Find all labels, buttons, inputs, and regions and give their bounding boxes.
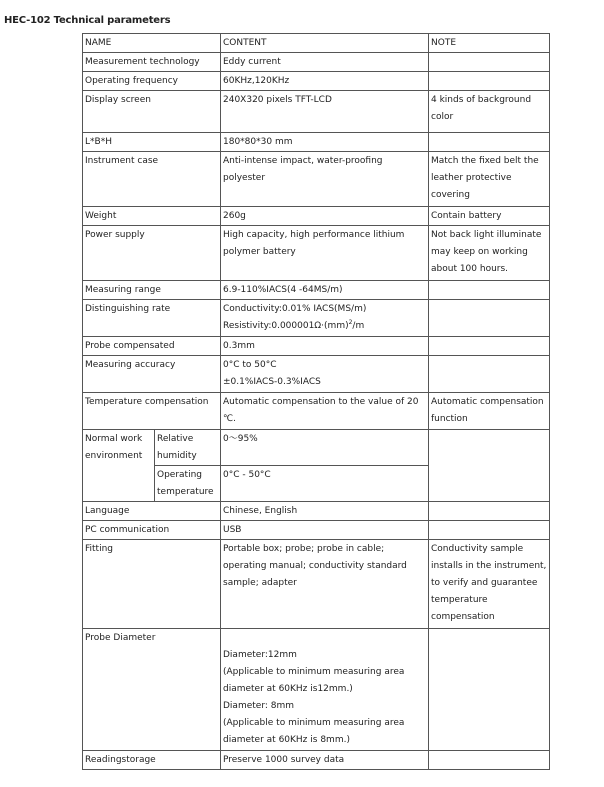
row-content: 6.9-110%IACS(4 -64MS/m)	[221, 281, 429, 300]
row-note	[429, 502, 550, 521]
table-row	[83, 53, 550, 72]
table-row	[83, 300, 550, 337]
row-name: Power supply	[83, 226, 221, 281]
table-row	[83, 72, 550, 91]
table-row	[83, 629, 550, 751]
row-content: 0°C - 50°C	[221, 466, 429, 502]
row-content: 260g	[221, 207, 429, 226]
row-note: Automatic compensation function	[429, 393, 550, 430]
row-name: Display screen	[83, 91, 221, 133]
table-row	[83, 430, 550, 466]
row-name: Operating frequency	[83, 72, 221, 91]
table-row	[83, 356, 550, 393]
row-name: Measuring accuracy	[83, 356, 221, 393]
conductivity-resolution: Conductivity:0.01% IACS(MS/m)	[223, 304, 367, 314]
row-note: Contain battery	[429, 207, 550, 226]
table-row	[83, 133, 550, 152]
table-row	[83, 393, 550, 430]
row-note: Not back light illuminate may keep on working about 100 hours.	[429, 226, 550, 281]
row-name: Readingstorage	[83, 751, 221, 770]
row-content: Portable box; probe; probe in cable; operating manual; conductivity standard sample; adapter	[221, 540, 429, 629]
header-content: CONTENT	[221, 34, 429, 53]
probe-diameter-12mm-note: (Applicable to minimum measuring area diameter at 60KHz is12mm.)	[223, 667, 405, 694]
row-name: Weight	[83, 207, 221, 226]
row-name: Measurement technology	[83, 53, 221, 72]
table-row	[83, 337, 550, 356]
page-title: HEC-102 Technical parameters	[4, 15, 171, 26]
row-note	[429, 72, 550, 91]
row-name: Distinguishing rate	[83, 300, 221, 337]
row-name: Measuring range	[83, 281, 221, 300]
row-note	[429, 133, 550, 152]
table-row	[83, 540, 550, 629]
row-name: PC communication	[83, 521, 221, 540]
row-note	[429, 300, 550, 337]
row-content: 0.3mm	[221, 337, 429, 356]
row-note: Match the fixed belt the leather protective covering	[429, 152, 550, 207]
row-note	[429, 356, 550, 393]
sub-row-name: Relative humidity	[155, 430, 221, 466]
row-name: Instrument case	[83, 152, 221, 207]
row-note	[429, 521, 550, 540]
row-note	[429, 281, 550, 300]
row-content	[221, 300, 429, 337]
table-row	[83, 502, 550, 521]
row-content: 240X320 pixels TFT-LCD	[221, 91, 429, 133]
header-name: NAME	[83, 34, 221, 53]
table-row	[83, 91, 550, 133]
row-content: Anti-intense impact, water-proofing polyester	[221, 152, 429, 207]
technical-parameters-table	[82, 33, 550, 770]
table-row	[83, 751, 550, 770]
row-content: Preserve 1000 survey data	[221, 751, 429, 770]
row-note	[429, 430, 550, 502]
row-note	[429, 751, 550, 770]
row-content: USB	[221, 521, 429, 540]
row-name: Language	[83, 502, 221, 521]
row-note	[429, 53, 550, 72]
row-content: High capacity, high performance lithium polymer battery	[221, 226, 429, 281]
row-content: Eddy current	[221, 53, 429, 72]
row-note	[429, 337, 550, 356]
row-name: Fitting	[83, 540, 221, 629]
row-content: Automatic compensation to the value of 20 ℃.	[221, 393, 429, 430]
accuracy-temperature-range: 0°C to 50°C	[223, 360, 277, 370]
row-content	[221, 629, 429, 751]
sub-row-name: Operating temperature	[155, 466, 221, 502]
row-content: 60KHz,120KHz	[221, 72, 429, 91]
probe-diameter-12mm: Diameter:12mm	[223, 650, 297, 660]
table-row	[83, 152, 550, 207]
row-content	[221, 356, 429, 393]
table-row	[83, 226, 550, 281]
table-header-row	[83, 34, 550, 53]
row-name: Probe Diameter	[83, 629, 221, 751]
resistivity-resolution: Resistivity:0.000001Ω·(mm)$^2$/m	[223, 319, 365, 331]
accuracy-value: ±0.1%IACS-0.3%IACS	[223, 377, 321, 387]
row-note: 4 kinds of background color	[429, 91, 550, 133]
row-name: Normal work environment	[83, 430, 155, 502]
row-name: L*B*H	[83, 133, 221, 152]
row-name: Temperature compensation	[83, 393, 221, 430]
row-content: Chinese, English	[221, 502, 429, 521]
table-row	[83, 281, 550, 300]
row-content: 0～95%	[221, 430, 429, 466]
probe-diameter-8mm-note: (Applicable to minimum measuring area diameter at 60KHz is 8mm.)	[223, 718, 405, 745]
row-note: Conductivity sample installs in the instrument, to verify and guarantee temperature compensation	[429, 540, 550, 629]
table-row	[83, 521, 550, 540]
table-row	[83, 207, 550, 226]
row-content: 180*80*30 mm	[221, 133, 429, 152]
row-note	[429, 629, 550, 751]
probe-diameter-8mm: Diameter: 8mm	[223, 701, 295, 711]
header-note: NOTE	[429, 34, 550, 53]
row-name: Probe compensated	[83, 337, 221, 356]
